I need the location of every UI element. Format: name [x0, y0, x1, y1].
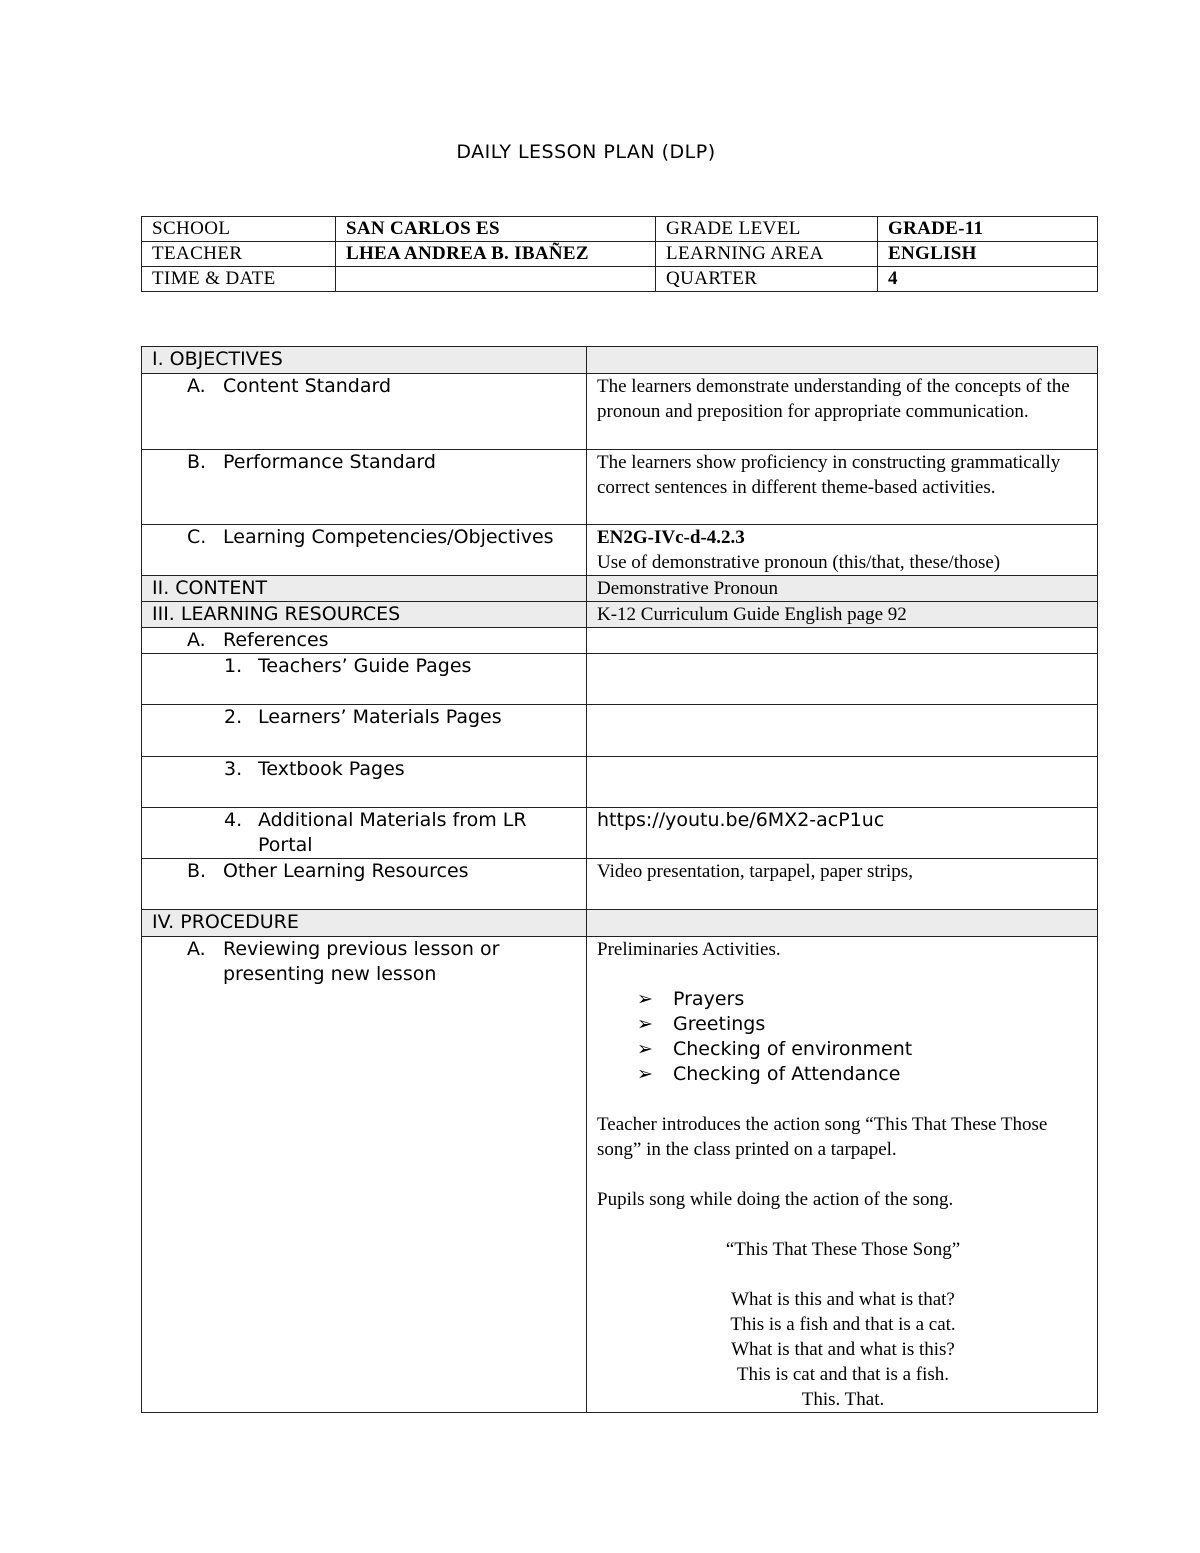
content-standard-text: The learners demonstrate understanding of the concepts of the pronoun and preposition for appropriate communication.: [587, 374, 1098, 450]
arrow-bullet-icon: ➢: [637, 988, 653, 1010]
song-line: This is cat and that is a fish.: [736, 1364, 950, 1385]
additional-materials-label: Additional Materials from LR Portal: [258, 809, 527, 856]
learning-resources-heading: III. LEARNING RESOURCES: [152, 603, 401, 625]
document-title: DAILY LESSON PLAN (DLP): [456, 141, 716, 163]
procedure-heading: IV. PROCEDURE: [152, 911, 299, 933]
competencies-label: Learning Competencies/Objectives: [223, 526, 554, 548]
marker-c: C.: [187, 526, 207, 548]
marker-a: A.: [187, 938, 206, 960]
learning-resources-row: [142, 602, 1098, 628]
lesson-plan-table: [141, 346, 1098, 1413]
textbook-label: Textbook Pages: [258, 758, 405, 780]
school-label: SCHOOL: [142, 217, 336, 242]
arrow-bullet-icon: ➢: [637, 1038, 653, 1060]
grade-level-label: GRADE LEVEL: [656, 217, 878, 242]
procedure-heading-blank: [587, 910, 1098, 937]
textbook-row: [142, 757, 1098, 808]
marker-2: 2.: [224, 706, 243, 728]
list-item: ➢ Prayers: [637, 988, 745, 1010]
content-heading: II. CONTENT: [152, 577, 268, 599]
teachers-guide-row: [142, 654, 1098, 705]
learners-materials-value: [587, 705, 1098, 757]
content-row: [142, 576, 1098, 602]
preliminaries-list: [597, 987, 1089, 1087]
song-intro-text: Teacher introduces the action song “This That These Those song” in the class printed on a tarpapel.: [597, 1114, 1048, 1160]
references-label: References: [223, 629, 329, 651]
other-resources-row: [142, 859, 1098, 910]
content-standard-row: [142, 374, 1098, 450]
learners-materials-row: [142, 705, 1098, 757]
marker-1: 1.: [224, 655, 243, 677]
objectives-heading-blank: [587, 347, 1098, 374]
header-row-teacher: [142, 242, 1098, 267]
performance-standard-text: The learners show proficiency in constructing grammatically correct sentences in different theme-based activities.: [587, 450, 1098, 525]
learning-resources-text: K-12 Curriculum Guide English page 92: [587, 602, 1098, 628]
learning-area-label: LEARNING AREA: [656, 242, 878, 267]
arrow-bullet-icon: ➢: [637, 1063, 653, 1085]
references-blank: [587, 628, 1098, 654]
marker-a: A.: [187, 375, 206, 397]
competencies-row: [142, 525, 1098, 576]
other-resources-text: Video presentation, tarpapel, paper strips,: [587, 859, 1098, 910]
textbook-value: [587, 757, 1098, 808]
references-row: [142, 628, 1098, 654]
list-item: ➢ Checking of environment: [637, 1038, 913, 1060]
objectives-heading: I. OBJECTIVES: [152, 348, 283, 370]
grade-level-value: GRADE-11: [878, 217, 1098, 242]
song-line: What is this and what is that?: [731, 1289, 955, 1310]
learners-materials-label: Learners’ Materials Pages: [258, 706, 502, 728]
song-line: This. That.: [801, 1389, 885, 1410]
song-title: “This That These Those Song”: [725, 1239, 961, 1260]
arrow-bullet-icon: ➢: [637, 1013, 653, 1035]
learning-area-value: ENGLISH: [878, 242, 1098, 267]
marker-3: 3.: [224, 758, 243, 780]
school-value: SAN CARLOS ES: [336, 217, 656, 242]
marker-b: B.: [187, 451, 207, 473]
other-resources-label: Other Learning Resources: [223, 860, 469, 882]
song-line: What is that and what is this?: [731, 1339, 955, 1360]
quarter-label: QUARTER: [656, 267, 878, 292]
list-item: ➢ Checking of Attendance: [637, 1063, 901, 1085]
marker-b: B.: [187, 860, 207, 882]
song-line: This is a fish and that is a cat.: [730, 1314, 956, 1335]
header-table: [141, 216, 1098, 292]
additional-materials-row: [142, 808, 1098, 859]
teachers-guide-label: Teachers’ Guide Pages: [258, 655, 472, 677]
teachers-guide-value: [587, 654, 1098, 705]
time-date-value: [336, 267, 656, 292]
content-text: Demonstrative Pronoun: [587, 576, 1098, 602]
quarter-value: 4: [878, 267, 1098, 292]
teacher-label: TEACHER: [142, 242, 336, 267]
objectives-heading-row: [142, 347, 1098, 374]
marker-a: A.: [187, 629, 206, 651]
content-standard-label: Content Standard: [223, 375, 392, 397]
preliminaries-text: Preliminaries Activities.: [597, 939, 781, 960]
header-row-time: [142, 267, 1098, 292]
performance-standard-row: [142, 450, 1098, 525]
procedure-heading-row: [142, 910, 1098, 937]
competency-code: EN2G-IVc-d-4.2.3: [597, 527, 745, 548]
marker-4: 4.: [224, 809, 243, 831]
teacher-value: LHEA ANDREA B. IBAÑEZ: [336, 242, 656, 267]
competency-text: Use of demonstrative pronoun (this/that, these/those): [597, 552, 1001, 573]
performance-standard-label: Performance Standard: [223, 451, 436, 473]
header-row-school: [142, 217, 1098, 242]
reviewing-lesson-row: [142, 937, 1098, 1413]
lr-portal-link[interactable]: https://youtu.be/6MX2-acP1uc: [597, 809, 885, 831]
list-item: ➢ Greetings: [637, 1013, 766, 1035]
reviewing-lesson-label: Reviewing previous lesson or presenting new lesson: [223, 938, 500, 985]
pupils-text: Pupils song while doing the action of the song.: [597, 1189, 954, 1210]
time-date-label: TIME & DATE: [142, 267, 336, 292]
